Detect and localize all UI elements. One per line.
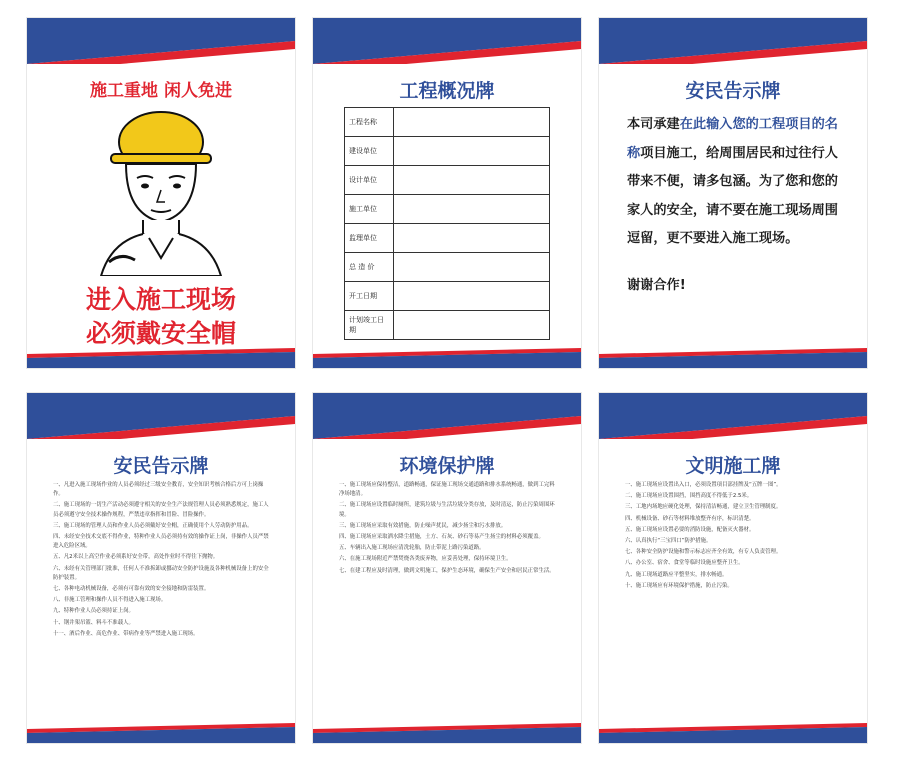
helmet-worker-illustration [91,102,231,276]
top-band [599,18,867,64]
rule-item: 三、施工现场应采取有效措施，防止噪声扰民，减少扬尘和污水排放。 [339,522,507,529]
row-label: 监理单位 [345,224,394,253]
table-row [345,253,550,282]
row-label: 工程名称 [345,108,394,137]
row-value [394,282,550,311]
bottom-band [27,348,295,368]
bottom-band [599,723,867,743]
notice-body-end: 项目施工，给周围居民和过往行人带来不便，请多包涵。为了您和您的家人的安全，请不要在施工现场周围逗留，更不要进入施工现场。 [627,145,838,247]
top-band [599,393,867,439]
rule-item: 四、机械设备、砂石等材料堆放整齐有序，标识清楚。 [625,515,755,522]
rule-item: 七、各种电动机械设备，必须有可靠有效的安全接地和防雷装置。 [53,586,210,593]
rule-item: 八、非施工管理和操作人员不得进入施工现场。 [53,597,167,604]
rule-item: 六、未经有关管理部门批准，任何人不准拆卸或挪动安全防护设施及各种机械设备上的安全防护装置。 [53,565,269,581]
row-value [394,253,550,282]
rule-item: 一、施工现场应保持整洁，道路畅通，保证施工现场交通道路和排水系统畅通，做到工完料净场地清。 [339,482,555,498]
rules-list [53,481,269,641]
row-value [394,195,550,224]
civilized-title: 文明施工牌 [685,455,781,477]
table-row [345,224,550,253]
row-label: 施工单位 [345,195,394,224]
bottom-band [313,723,581,743]
table-row [345,108,550,137]
rule-item: 五、凡2米以上高空作业必须系好安全带，高处作业时不得往下抛物。 [53,554,219,561]
rule-item: 九、施工现场道路应平整坚实，排水畅通。 [625,571,728,578]
rule-item: 一、凡进入施工现场作业的人员必须经过三级安全教育，安全知识考核合格后方可上岗操作。 [53,482,264,498]
row-label: 设计单位 [345,166,394,195]
helmet-sign-board [27,18,295,368]
environment-board [313,393,581,743]
resident-notice-board [599,18,867,368]
bottom-band [599,348,867,368]
rules-title: 安民告示牌 [113,455,209,477]
row-value [394,137,550,166]
top-band [27,18,295,64]
rule-item: 七、在建工程应及时清理，做到文明施工，保护生态环境，确保生产安全和居民正常生活。 [339,567,555,574]
civilized-construction-board [599,393,867,743]
notice-title: 安民告示牌 [685,80,781,102]
environment-rules-list [339,481,555,578]
top-band [313,18,581,64]
environment-title: 环境保护牌 [399,455,495,477]
row-value [394,224,550,253]
rule-item: 三、工地内场地应硬化处理，保持清洁畅通，建立卫生管理制度。 [625,504,782,511]
rule-item: 八、办公室、宿舍、食堂等临时设施应整齐卫生。 [625,560,744,567]
row-value [394,166,550,195]
rule-item: 四、施工现场应采取洒水降尘措施，土方、石灰、砂石等易产生扬尘的材料必须覆盖。 [339,534,544,541]
row-label: 计划竣工日期 [345,311,394,340]
rule-item: 四、未经安全技术交底不得作业，特种作业人员必须持有效的操作证上岗，非操作人员严禁进入危险区域。 [53,534,269,550]
notice-body [627,111,839,254]
table-row [345,195,550,224]
civilized-rules-list [625,481,841,593]
table-row [345,137,550,166]
rule-item: 七、各种安全防护设施和警示标志应齐全有效，有专人负责管理。 [625,549,782,556]
table-row [345,166,550,195]
rule-item: 十一、酒后作业、高危作业、带病作业等严禁进入施工现场。 [53,630,199,637]
enter-site-text: 进入施工现场 [85,285,236,314]
overview-title: 工程概况牌 [399,80,495,102]
top-band [313,393,581,439]
row-label: 建设单位 [345,137,394,166]
bottom-band [27,723,295,743]
rule-item: 五、车辆出入施工现场应清洗轮胎，防止带泥上路污染道路。 [339,545,485,552]
top-band [27,393,295,439]
thanks-text: 谢谢合作! [627,278,686,293]
rule-item: 一、施工现场应设置出入口，必须设置项目部挂牌及“五牌一图”。 [625,482,782,488]
rule-item: 三、施工现场的管理人员和作业人员必须戴好安全帽，正确使用个人劳动防护用品。 [53,522,253,529]
rule-item: 二、施工现场的一切生产活动必须遵守相关的安全生产法规管理人员必须熟悉规定，施工人员必须遵守安全技术操作规程，严禁违章指挥和冒险、冒险操作。 [53,502,269,518]
rule-item: 二、施工现场应设置围挡，围挡高度不得低于2.5米。 [625,493,753,500]
rule-item: 九、特种作业人员必须持证上岗。 [53,608,134,615]
table-row [345,311,550,340]
rule-item: 十、钢井架吊篮、料斗不准载人。 [53,619,134,626]
row-value [394,108,550,137]
wear-helmet-text: 必须戴安全帽 [85,319,236,348]
rule-item: 五、施工现场应设置必要的消防设施，配备灭火器材。 [625,526,755,533]
warning-title: 施工重地 闲人免进 [90,81,232,101]
table-row [345,282,550,311]
resident-rules-board [27,393,295,743]
notice-body-start: 本司承建 [627,117,680,132]
bottom-band [313,348,581,368]
row-label: 总 造 价 [345,253,394,282]
rule-item: 十、施工现场应有环境保护措施，防止污染。 [625,582,733,589]
project-overview-board [313,18,581,368]
rule-item: 六、在施工现场附近严禁焚烧各类废弃物，应妥善处理，保持环境卫生。 [339,556,512,563]
row-value [394,311,550,340]
rule-item: 二、施工现场应设置临时厕所，建筑垃圾与生活垃圾分类存放，及时清运，防止污染周围环境。 [339,502,555,518]
project-info-table [344,107,550,340]
row-label: 开工日期 [345,282,394,311]
rule-item: 六、认真执行“三宝四口”防护措施。 [625,538,712,545]
project-name-placeholder: 在此输入您的工程项目的名称 [627,117,838,161]
